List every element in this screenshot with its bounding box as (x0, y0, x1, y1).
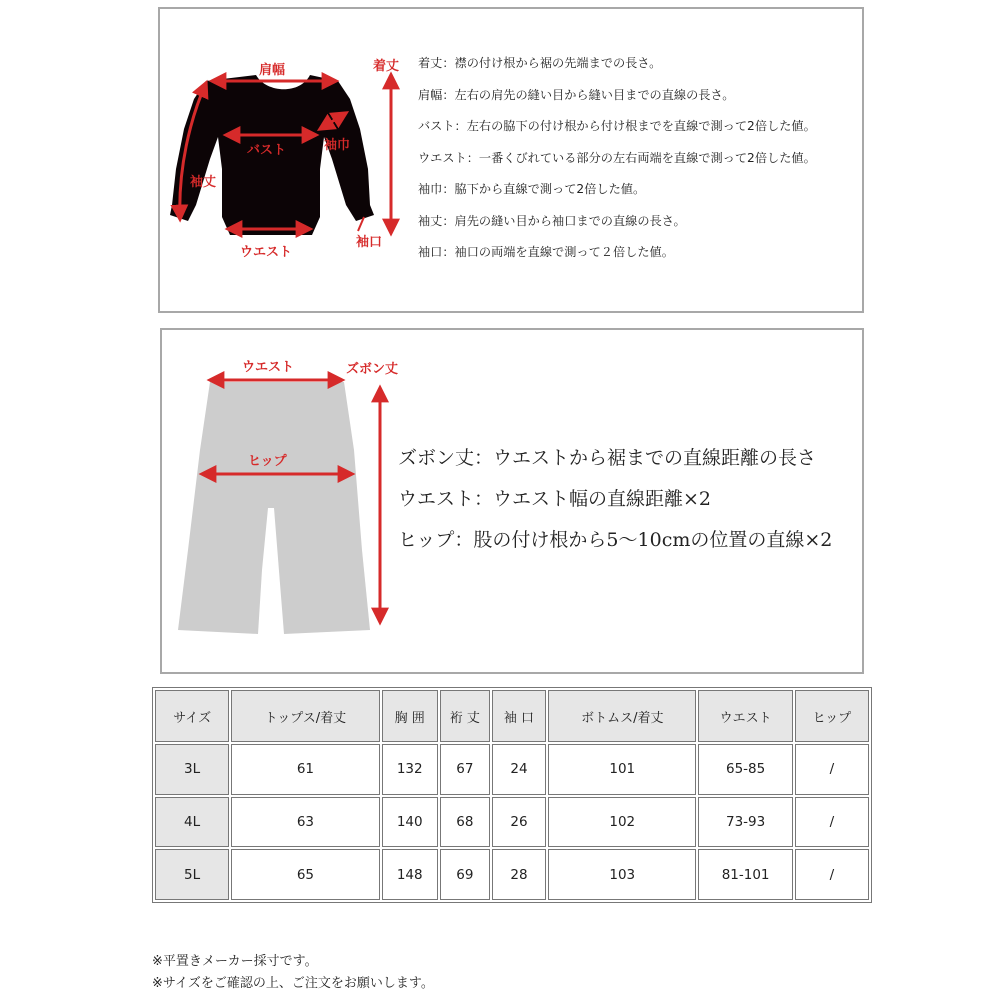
tops-measurement-panel (158, 7, 864, 313)
table-row (155, 744, 869, 795)
sleeve-length-label: 袖丈 (190, 175, 217, 190)
waist-label: ウエスト (240, 245, 293, 260)
header-size: サイズ (155, 690, 229, 742)
cell-hip: / (795, 797, 869, 848)
pants-definition-hip: ヒップ：股の付け根から5〜10cmの位置の直線×2 (398, 529, 833, 551)
cell-chest: 132 (382, 744, 438, 795)
header-sleeve-length: 裄 丈 (440, 690, 490, 742)
tops-definition-cuff: 袖口：袖口の両端を直線で測って２倍した値。 (418, 245, 674, 259)
table-row (155, 849, 869, 900)
cell-sleeve-length: 69 (440, 849, 490, 900)
cell-bottoms-length: 103 (548, 849, 696, 900)
shoulder-label: 肩幅 (259, 63, 286, 78)
sleeve-width-label: 袖巾 (324, 138, 351, 153)
pants-length-label: ズボン丈 (346, 362, 399, 377)
cell-bottoms-length: 102 (548, 797, 696, 848)
note-flat-measurement: ※平置きメーカー採寸です。 (152, 954, 318, 969)
pants-measurement-panel (160, 328, 864, 674)
bust-label: バスト (247, 143, 287, 158)
header-hip: ヒップ (795, 690, 869, 742)
cell-tops-length: 61 (231, 744, 379, 795)
length-label: 着丈 (373, 59, 400, 74)
header-waist: ウエスト (698, 690, 792, 742)
pants-definition-list (398, 438, 832, 561)
pants-silhouette (178, 382, 370, 634)
cell-size: 3L (155, 744, 229, 795)
cell-size: 5L (155, 849, 229, 900)
cell-sleeve-length: 67 (440, 744, 490, 795)
tops-definition-waist: ウエスト：一番くびれている部分の左右両端を直線で測って2倍した値。 (418, 150, 816, 165)
cell-tops-length: 65 (231, 849, 379, 900)
cell-bottoms-length: 101 (548, 744, 696, 795)
cell-cuff: 24 (492, 744, 546, 795)
cell-waist: 65-85 (698, 744, 792, 795)
cell-hip: / (795, 849, 869, 900)
cell-chest: 140 (382, 797, 438, 848)
cuff-label: 袖口 (356, 235, 383, 250)
header-tops-length: トップス/着丈 (231, 690, 379, 742)
cell-chest: 148 (382, 849, 438, 900)
cell-hip: / (795, 744, 869, 795)
pants-hip-label: ヒップ (248, 454, 287, 469)
cell-cuff: 28 (492, 849, 546, 900)
size-table-header-row (155, 690, 869, 742)
size-table (152, 687, 872, 903)
table-row (155, 797, 869, 848)
cell-waist: 81-101 (698, 849, 792, 900)
header-bottoms-length: ボトムス/着丈 (548, 690, 696, 742)
tops-definition-sleeve-width: 袖巾：脇下から直線で測って2倍した値。 (418, 182, 646, 196)
tops-definition-sleeve-length: 袖丈：肩先の縫い目から袖口までの直線の長さ。 (418, 213, 686, 228)
cell-waist: 73-93 (698, 797, 792, 848)
cell-cuff: 26 (492, 797, 546, 848)
pants-definition-waist: ウエスト：ウエスト幅の直線距離×2 (398, 488, 712, 510)
cell-tops-length: 63 (231, 797, 379, 848)
header-cuff: 袖 口 (492, 690, 546, 742)
header-chest: 胸 囲 (382, 690, 438, 742)
tops-definition-bust: バスト：左右の脇下の付け根から付け根までを直線で測って2倍した値。 (418, 119, 816, 133)
cell-size: 4L (155, 797, 229, 848)
tops-definition-list (418, 53, 816, 274)
cell-sleeve-length: 68 (440, 797, 490, 848)
pants-definition-length: ズボン丈：ウエストから裾までの直線距離の長さ (398, 447, 817, 469)
tops-definition-length: 着丈：襟の付け根から裾の先端までの長さ。 (418, 56, 662, 70)
note-check-size: ※サイズをご確認の上、ご注文をお願いします。 (152, 976, 434, 991)
pants-waist-label: ウエスト (242, 360, 295, 375)
tops-definition-shoulder: 肩幅：左右の肩先の縫い目から縫い目までの直線の長さ。 (418, 87, 735, 102)
